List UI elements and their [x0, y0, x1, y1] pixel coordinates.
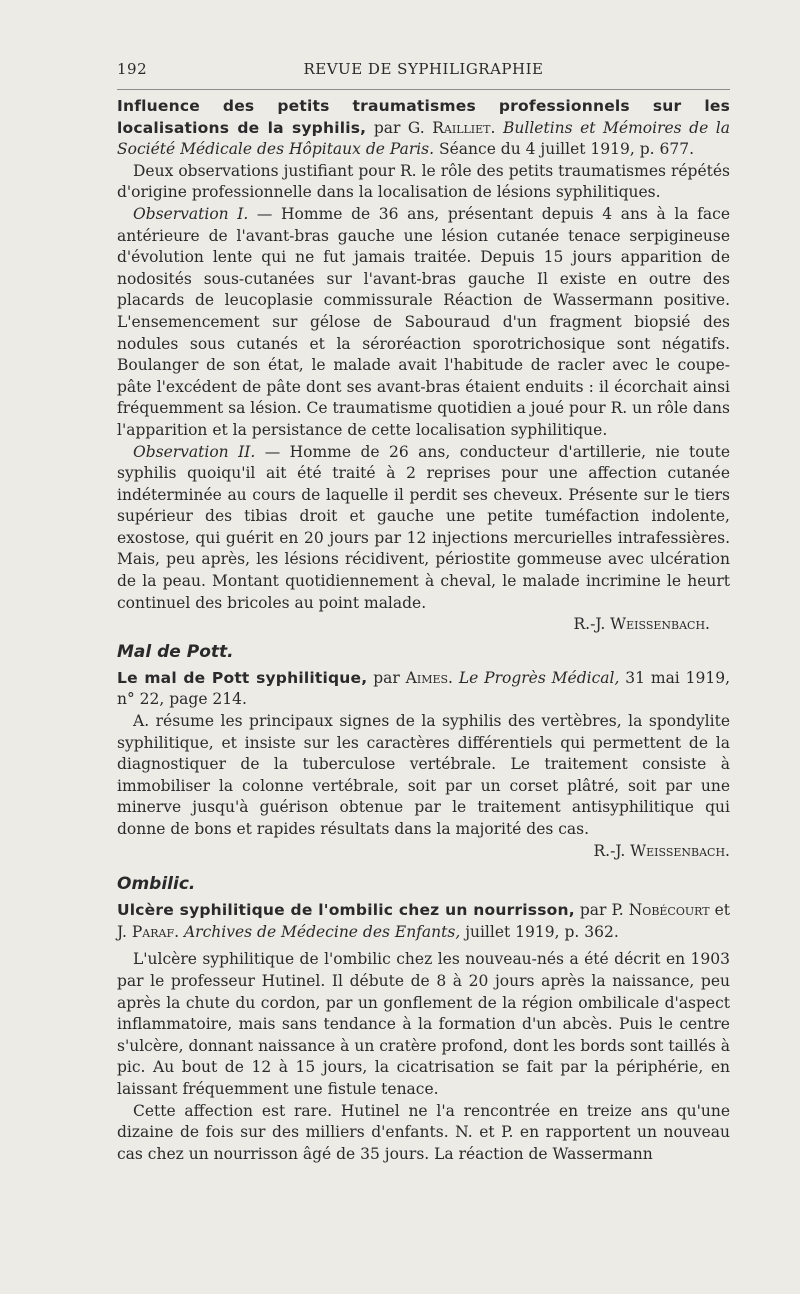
article-3-title: Ulcère syphilitique de l'ombilic chez un nourrisson,	[117, 901, 575, 920]
article-2-text: A. résume les principaux signes de la syphilis des vertèbres, la spondylite syphilitique, et insiste sur les caractères différentiels qui permettent de la diagnostiquer de la tuberculose vertébrale. Le traitement consiste à immobiliser la colonne vertébrale, soit par un corset plâtré, soit par une minerve jusqu'à guérison obtenue par le traitement antisyphilitique qui donne de bons et rapides résultats dans la majorité des cas.	[117, 712, 730, 838]
page-content	[117, 96, 730, 1165]
running-title: REVUE DE SYPHILIGRAPHIE	[303, 60, 544, 78]
article-2-source: Le Progrès Médical,	[458, 668, 620, 687]
article-3-author-2: Paraf.	[131, 922, 180, 941]
article-2-details: 31 mai 1919, n° 22, page 214.	[117, 668, 731, 709]
article-2-author-prefix: par	[373, 668, 400, 687]
section-heading-ombilic: Ombilic.	[117, 874, 196, 895]
observation-2	[117, 442, 730, 615]
article-3-author-mid: et J.	[117, 901, 731, 941]
article-1-details: Séance du 4 juillet 1919, p. 677.	[439, 140, 694, 159]
header-rule	[117, 89, 730, 90]
article-1-paragraph: Deux observations justifiant pour R. le rôle des petits traumatismes répétés d'origine professionnelle dans la localisation de lésions syphilitiques.	[117, 161, 730, 202]
article-2-title: Le mal de Pott syphilitique,	[117, 668, 368, 687]
article-1-signature: R.-J. Weissenbach.	[573, 615, 710, 634]
article-3-source: Archives de Médecine des Enfants,	[183, 922, 461, 941]
article-3-author-1: Nobécourt	[628, 901, 710, 920]
article-2-author: Aimes.	[405, 668, 453, 687]
article-3-author-prefix: par P.	[579, 901, 624, 920]
article-3-details: juillet 1919, p. 362.	[465, 922, 619, 941]
article-1-heading	[117, 96, 730, 161]
article-1-source: Bulletins et Mémoires de la Société Médicale des Hôpitaux de Paris.	[117, 118, 730, 159]
article-1-title: Influence des petits traumatismes professionnels sur les localisations de la syphilis,	[117, 97, 730, 137]
observation-1-label: Observation I.	[133, 204, 249, 223]
article-3-paragraph-1: L'ulcère syphilitique de l'ombilic chez les nouveau-nés a été décrit en 1903 par le professeur Hutinel. Il débute de 8 à 20 jours après la naissance, peu après la chute du cordon, par un gonflement de la région ombilicale d'aspect inflammatoire, mais sans tendance à la formation d'un abcès. Puis le centre s'ulcère, donnant naissance à un cratère profond, dont les bords sont taillés à pic. Au bout de 12 à 15 jours, la cicatrisation se fait par la périphérie, en laissant fréquemment une fistule tenace.	[117, 950, 730, 1098]
article-2-signature: R.-J. Weissenbach.	[593, 841, 730, 860]
observation-2-text: — Homme de 26 ans, conducteur d'artillerie, nie toute syphilis quoiqu'il ait été traité à 2 reprises pour une affection cutanée indéterminée au cours de laquelle il perdit ses cheveux. Présente sur le tiers supérieur des tibias droit et gauche une petite tuméfaction indolente, exostose, qui guérit en 20 jours par 12 injections mercurielles intrafessières. Mais, peu après, les lésions récidivent, périostite gommeuse avec ulcération de la peau. Montant quotidiennement à cheval, le malade incrimine le heurt continuel des bricoles au point malade.	[117, 442, 730, 612]
page-number: 192	[117, 60, 148, 78]
observation-1	[117, 204, 730, 442]
article-1-author: Railliet.	[432, 118, 496, 137]
article-1-author-prefix: par G.	[373, 118, 425, 137]
observation-2-label: Observation II.	[133, 442, 256, 461]
article-2-paragraph	[117, 711, 730, 862]
article-3-paragraph-2: Cette affection est rare. Hutinel ne l'a rencontrée en treize ans qu'une dizaine de fois sur des milliers d'enfants. N. et P. en rapportent un nouveau cas chez un nourrisson âgé de 35 jours. La réaction de Wassermann	[117, 1101, 730, 1163]
article-2-heading	[117, 668, 730, 711]
section-heading-mal-de-pott: Mal de Pott.	[117, 641, 234, 662]
observation-1-text: — Homme de 36 ans, présentant depuis 4 ans à la face antérieure de l'avant-bras gauche une lésion cutanée tenace serpigineuse d'évolution lente qui ne fut jamais traitée. Depuis 15 jours apparition de nodosités sous-cutanées sur l'avant-bras gauche Il existe en outre des placards de leucoplasie commissurale Réaction de Wassermann positive. L'ensemencement sur gélose de Sabouraud d'un fragment biopsié des nodules sous cutanés et la séroréaction sporotrichosique sont négatifs. Boulanger de son état, le malade avait l'habitude de racler avec le coupe-pâte l'excédent de pâte dont ses avant-bras étaient enduits : il écorchait ainsi fréquemment sa lésion. Ce traumatisme quotidien a joué pour R. un rôle dans l'apparition et la persistance de cette localisation syphilitique.	[117, 204, 730, 439]
page-header	[117, 60, 730, 82]
article-3-heading	[117, 900, 730, 943]
